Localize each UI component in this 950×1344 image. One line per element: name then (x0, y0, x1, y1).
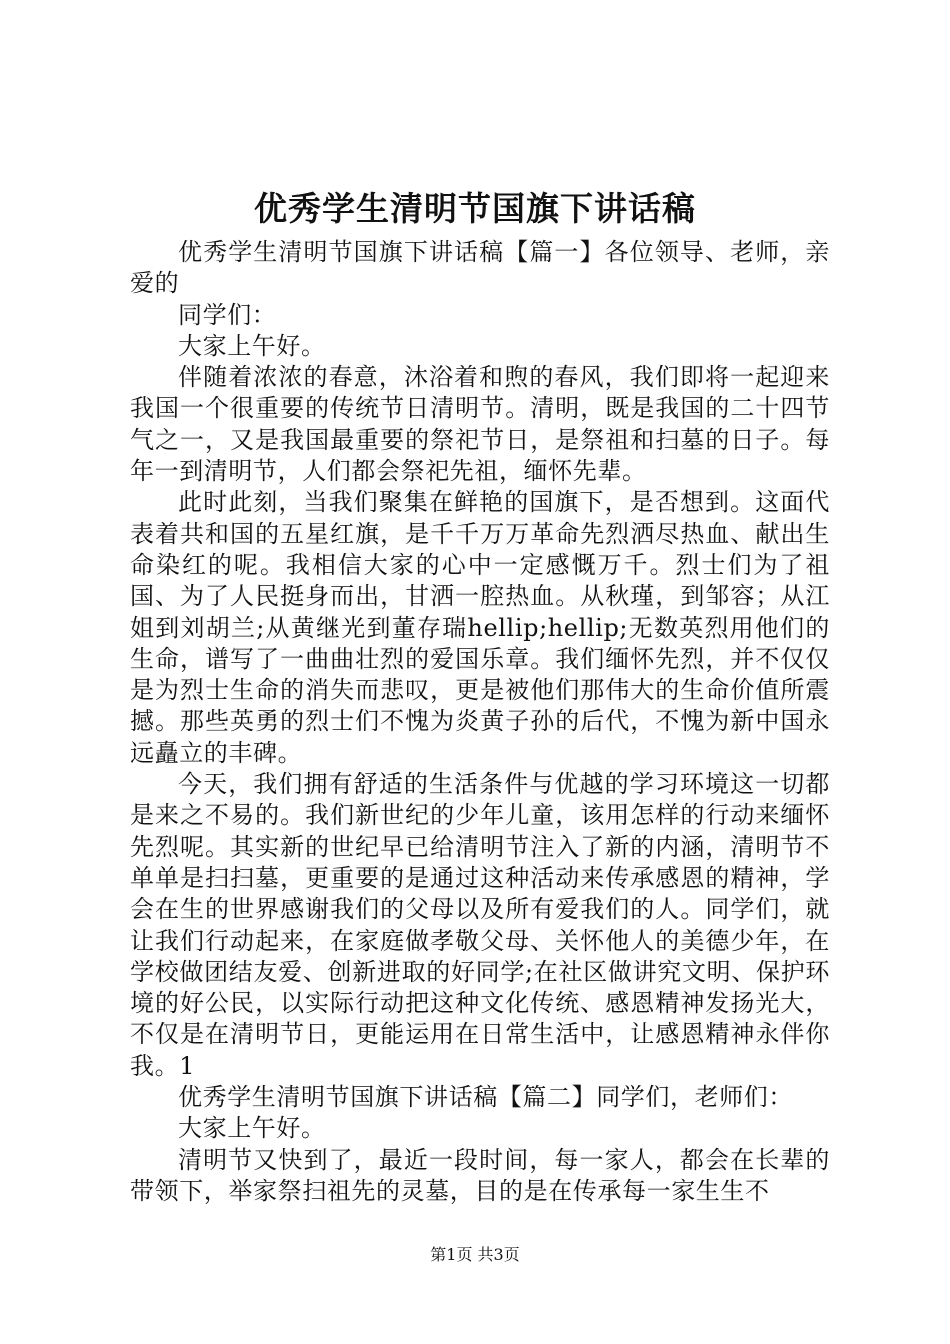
paragraph-greeting: 大家上午好。 (178, 331, 326, 360)
paragraph-intro: 优秀学生清明节国旗下讲话稿【篇一】各位领导、老师，亲爱的 (130, 238, 830, 298)
paragraph-salutation: 同学们： (178, 300, 277, 329)
page-number-footer: 第1页 共3页 (430, 1245, 520, 1264)
paragraph-body: 今天，我们拥有舒适的生活条件与优越的学习环境这一切都是来之不易的。我们新世纪的少年儿童，该用怎样的行动来缅怀先烈呢。其实新的世纪早已给清明节注入了新的内涵，清明节不单单是扫扫墓，更重要的是通过这种活动来传承感恩的精神，学会在生的世界感谢我们的父母以及所有爱我们的人。同学们，就让我们行动起来，在家庭做孝敬父母、关怀他人的美德少年，在学校做团结友爱、创新进取的好同学;在社区做讲究文明、保护环境的好公民，以实际行动把这种文化传统、感恩精神发扬光大，不仅是在清明节日，更能运用在日常生活中，让感恩精神永伴你我。1 (130, 770, 830, 1080)
paragraph-greeting: 大家上午好。 (178, 1114, 326, 1143)
paragraph-body: 清明节又快到了，最近一段时间，每一家人，都会在长辈的带领下，举家祭扫祖先的灵墓，目的是在传承每一家生生不 (130, 1145, 830, 1205)
document-title: 优秀学生清明节国旗下讲话稿 (254, 189, 696, 228)
paragraph-body: 伴随着浓浓的春意，沐浴着和煦的春风，我们即将一起迎来我国一个很重要的传统节日清明节。清明，既是我国的二十四节气之一，又是我国最重要的祭祀节日，是祭祖和扫墓的日子。每年一到清明节，人们都会祭祀先祖，缅怀先辈。 (130, 363, 830, 486)
document-body (130, 237, 830, 1207)
paragraph-section-two: 优秀学生清明节国旗下讲话稿【篇二】同学们，老师们： (178, 1083, 793, 1112)
paragraph-body: 此时此刻，当我们聚集在鲜艳的国旗下，是否想到。这面代表着共和国的五星红旗，是千千万万革命先烈洒尽热血、献出生命染红的呢。我相信大家的心中一定感慨万千。烈士们为了祖国、为了人民挺身而出，甘洒一腔热血。从秋瑾，到邹容；从江姐到刘胡兰;从黄继光到董存瑞hellip;hellip;无数英烈用他们的生命，谱写了一曲曲壮烈的爱国乐章。我们缅怀先烈，并不仅仅是为烈士生命的消失而悲叹，更是被他们那伟大的生命价值所震撼。那些英勇的烈士们不愧为炎黄子孙的后代，不愧为新中国永远矗立的丰碑。 (130, 488, 830, 767)
